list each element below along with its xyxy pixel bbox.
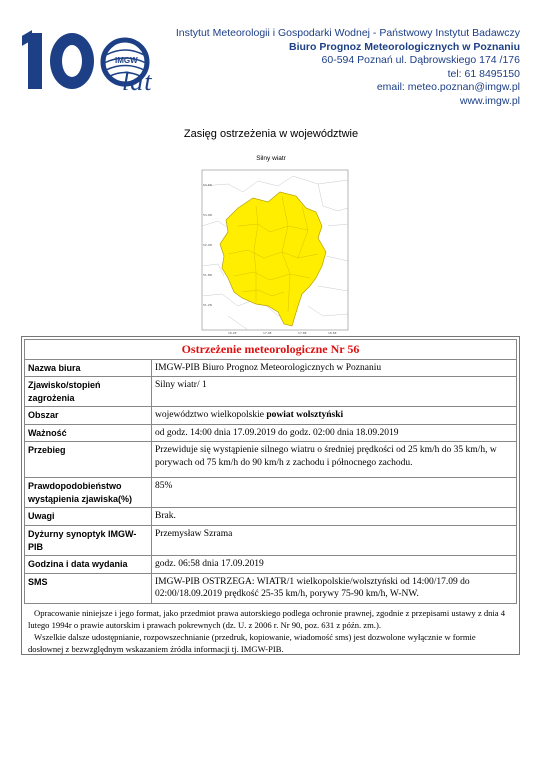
row-label: SMS <box>25 573 152 603</box>
svg-text:17.8E: 17.8E <box>298 331 307 335</box>
svg-text:53.6N: 53.6N <box>203 183 212 187</box>
table-row <box>25 424 517 442</box>
institute-name: Instytut Meteorologii i Gospodarki Wodnej - Państwowy Instytut Badawczy <box>175 27 520 39</box>
email: email: meteo.poznan@imgw.pl <box>376 81 520 94</box>
row-value: IMGW-PIB OSTRZEGA: WIATR/1 wielkopolskie/wolsztyński od 14:00/17.09 do 02:00/18.09.2019 prędkość 25-35 km/h, porywy 75-90 km/h, W-NW. <box>152 573 517 603</box>
row-value: Przewiduje się wystąpienie silnego wiatru o średniej prędkości od 25 km/h do 35 km/h, w porywach od 75 km/h do 90 km/h z zachodu i północnego zachodu. <box>152 442 517 478</box>
table-row <box>25 407 517 425</box>
svg-text:53.0N: 53.0N <box>203 213 212 217</box>
table-row <box>25 508 517 526</box>
svg-text:51.8N: 51.8N <box>203 273 212 277</box>
warning-table <box>24 339 517 604</box>
svg-text:IMGW: IMGW <box>115 56 138 65</box>
row-value: Brak. <box>152 508 517 526</box>
row-value: godz. 06:58 dnia 17.09.2019 <box>152 556 517 574</box>
warning-panel <box>21 336 520 655</box>
svg-text:18.6E: 18.6E <box>328 331 337 335</box>
table-row <box>25 526 517 556</box>
row-value <box>152 407 517 425</box>
row-label: Ważność <box>25 424 152 442</box>
row-label: Obszar <box>25 407 152 425</box>
logo-digit-one <box>28 33 42 89</box>
row-label: Godzina i data wydania <box>25 556 152 574</box>
row-label: Nazwa biura <box>25 359 152 377</box>
phone: tel: 61 8495150 <box>447 67 520 80</box>
table-row <box>25 556 517 574</box>
table-row <box>25 573 517 603</box>
svg-text:17.0E: 17.0E <box>263 331 272 335</box>
svg-text:16.2E: 16.2E <box>228 331 237 335</box>
bureau-name: Biuro Prognoz Meteorologicznych w Poznaniu <box>288 40 520 53</box>
row-label: Uwagi <box>25 508 152 526</box>
row-label: Zjawisko/stopień zagrożenia <box>25 377 152 407</box>
row-value: Silny wiatr/ 1 <box>152 377 517 407</box>
row-value: IMGW-PIB Biuro Prognoz Meteorologicznych w Poznaniu <box>152 359 517 377</box>
table-row <box>25 478 517 508</box>
institute-header <box>176 27 520 109</box>
row-label: Dyżurny synoptyk IMGW-PIB <box>25 526 152 556</box>
svg-text:52.4N: 52.4N <box>203 243 212 247</box>
warning-title: Ostrzeżenie meteorologiczne Nr 56 <box>25 340 517 360</box>
map-subtitle: Silny wiatr <box>256 155 286 162</box>
website-link[interactable]: www.imgw.pl <box>459 94 520 107</box>
row-value: 85% <box>152 478 517 508</box>
logo-lut-text: lat <box>122 67 153 96</box>
svg-text:51.2N: 51.2N <box>203 303 212 307</box>
redistribution-paragraph: Wszelkie dalsze udostępnianie, rozpowszechnianie (przedruk, kopiowanie, wiadomość sms) jest dozwolone wyłącznie w formie dosłownej z bezwzględnym wskazaniem źródła informacji tj. IMGW-PIB. <box>28 631 476 654</box>
address: 60-594 Poznań ul. Dąbrowskiego 174 /176 <box>321 54 520 67</box>
row-label: Przebieg <box>25 442 152 478</box>
map-title: Zasięg ostrzeżenia w województwie <box>183 128 359 140</box>
imgw-100-lat-logo <box>28 33 168 96</box>
area-county: powiat wolsztyński <box>266 410 344 420</box>
area-voivodeship: województwo wielkopolskie <box>155 410 264 420</box>
voivodeship-warning-map <box>198 166 353 336</box>
row-label: Prawdopodobieństwo wystąpienia zjawiska(%) <box>25 478 152 508</box>
table-row <box>25 359 517 377</box>
row-value: Przemysław Szrama <box>152 526 517 556</box>
copyright-notice <box>22 604 519 655</box>
table-row <box>25 442 517 478</box>
logo-digit-zero <box>50 33 94 89</box>
copyright-paragraph: Opracowanie niniejsze i jego format, jako przedmiot prawa autorskiego podlega ochronie prawnej, zgodnie z przepisami ustawy z dnia 4 lutego 1994r o prawie autorskim i prawach pokrewnych (dz. U. z 2006 r. Nr 90, poz. 631 z późn. zm.). <box>28 607 506 630</box>
table-row <box>25 377 517 407</box>
row-value: od godz. 14:00 dnia 17.09.2019 do godz. 02:00 dnia 18.09.2019 <box>152 424 517 442</box>
